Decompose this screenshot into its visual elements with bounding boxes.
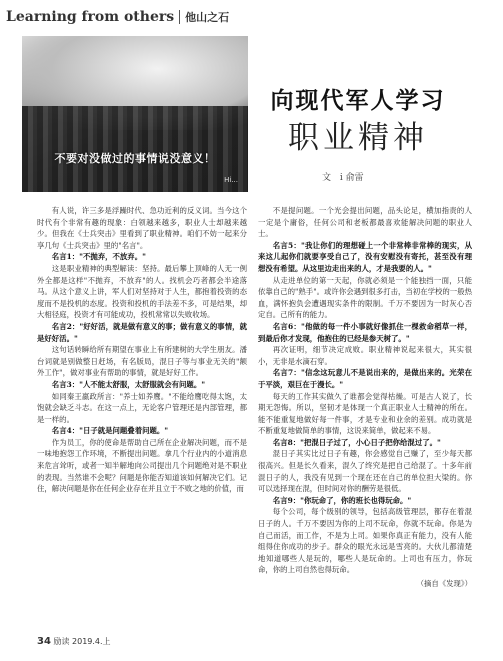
body-paragraph: 这句话转瞬给所有期望在事业上有所建树的大学生朋友。潘台词就是别做整日赶场，有名版局，混日子等与事业无关的"额外工作"，做对事业有帮助的事情，就是好好工作。 bbox=[37, 345, 247, 378]
body-paragraph: 每个公司，每个级别的领导，包括高级管理层，都存在着混日子的人。千万不要因为你的上司不玩命，你就不玩命。你是为自己而活，而工作，不是为上司。如果你真正有能力，没有人能组得住你成功的步子。群众的眼光永远是雪亮的。大伙儿都清楚地知道哪些人是玩的，哪些人是玩命的。上司也有压力，你玩命，你的上司自然也得玩命。 bbox=[258, 507, 472, 575]
quote-heading: 名言4："日子就是问题叠着问题。" bbox=[51, 426, 169, 436]
quote-heading: 名言5："我让你们的理想碰上一个非常棒非常棒的现实，从来这儿起你们就要享受自己了，没有安慰没有寄托，甚至没有理想没有希望。从这里边走出来的人，才是我要的人。" bbox=[258, 240, 472, 273]
column-brand: Learning from others bbox=[6, 9, 175, 25]
quote-heading: 名言6："他做的每一件小事就好像抓住一棵救命稻草一样，到最后你才发现，他抱住的已经是参天树了。" bbox=[258, 321, 472, 343]
body-paragraph: 这是职业精神的典型解读：坚持。最后攀上顶峰的人无一例外全都是这样"不抛弃，不放弃"的人。找机会巧者都会半途落马。从这个意义上讲，军人们对坚持对于人生，都抱着投资的态度而不是投机的态度。投资和投机的手法差不多，可是结果，却大相径庭，投资才有可能成功，投机常常以失败收场。 bbox=[37, 263, 247, 320]
body-paragraph: 如同秦王嬴政所言："养士如养鹰。"不能给鹰吃得太饱，太饱就会缺乏斗志。在这一点上，无论客户管理还是内部管理，都是一样的。 bbox=[37, 391, 247, 424]
body-paragraph: 有人说，许三多是浮躁时代、急功近利的反义词。当今这个时代有个非常有趣的现象：白领越来越多，职业人士却越来越少。但我在《士兵突击》里看到了职业精神。咱们不妨一起来分享几句《士兵突击》里的"名言"。 bbox=[37, 206, 247, 250]
article-title-line1: 向现代军人学习 bbox=[270, 87, 446, 114]
body-paragraph: 不是提问题。一个光会提出问题，品头论足，横加指责的人一定是个庸俗，任何公司和老板都最喜欢能解决问题的职业人士。 bbox=[258, 206, 472, 239]
page-footer bbox=[37, 636, 111, 647]
body-paragraph: 作为员工，你的使命是帮助自己所在企业解决问题，而不是一味地抱怨工作环境，不断提出问题。拿几个行业内的小道消息来危言耸听，或者一知半解地向公司提出几个问题绝对是不职业的表现。当然谁不会呢？问题是你能否知道该如何解决它们。记住，解决问题是你在任何企业存在并且立于不败之地的价值，而 bbox=[37, 437, 247, 494]
quote-heading: 名言7："信念这玩意儿不是说出来的，是做出来的。光荣在于平淡，艰巨在于漫长。" bbox=[258, 368, 472, 389]
body-paragraph: 混日子其实比过日子有趣，你会感觉自己赚了，至少每天都很高兴。但是长久看来，混久了终究是把自己给混了。十多年前混日子的人，我没有见到一个现在还在自己的单位担大梁的。你可以选择现在混，但时间对你的酬劳是很低。 bbox=[258, 449, 472, 494]
quote-heading: 名言3："人不能太舒服，太舒服就会有问题。" bbox=[51, 379, 206, 389]
author-name: i 俞雷 bbox=[339, 173, 364, 183]
photo-caption: 不要对没做过的事情说没意义！ bbox=[54, 152, 216, 165]
author-byline bbox=[322, 170, 370, 183]
quote-heading: 名言1："不抛弃，不放弃。" bbox=[51, 252, 146, 262]
author-label: 文 bbox=[322, 173, 332, 183]
quote-heading: 名言9："你玩命了，你的班长也得玩命。" bbox=[272, 495, 412, 505]
page-number: 34 bbox=[37, 636, 51, 647]
header-divider bbox=[179, 10, 180, 24]
photo-mark: Hi... bbox=[224, 176, 238, 184]
quote-heading: 名言8："把混日子过了，小心日子把你给混过了。" bbox=[272, 437, 441, 447]
column-section: 他山之石 bbox=[185, 11, 230, 24]
body-paragraph: 再次证明，细节决定成败。职业精神说起来很大，其实很小，无非是水滴石穿。 bbox=[258, 345, 472, 366]
quote-heading: 名言2："好好活，就是做有意义的事；做有意义的事情，就是好好活。" bbox=[37, 321, 247, 343]
article-title-line2: 职业精神 bbox=[288, 120, 428, 156]
source-note: （摘自《发现》） bbox=[416, 579, 472, 588]
article-photo bbox=[22, 36, 248, 192]
body-paragraph: 从走进单位的第一天起，你就必须是一个能独挡一面，只能依靠自己的"熟手"。或许你会遇到很多打击，当初在学校的一般热血，满怀抱负会遭遇现实条件的限制。千万不要因为一时灰心否定自。己所有的能力。 bbox=[258, 275, 472, 320]
journal-issue: 励读 2019.4.上 bbox=[53, 637, 111, 646]
body-paragraph: 每天的工作其实做久了谁都会觉得枯燥。可是古人说了，长期无怨悔。所以，坚韧才是体现一个真正职业人士精神的所在。能不能重复地做好每一件事，才是专业和业余的差别。成功就是不断重复地做简单的事情，这说来简单，做起来不易。 bbox=[258, 391, 472, 436]
column-header bbox=[6, 6, 229, 28]
right-column bbox=[258, 205, 472, 590]
left-column bbox=[37, 205, 247, 495]
